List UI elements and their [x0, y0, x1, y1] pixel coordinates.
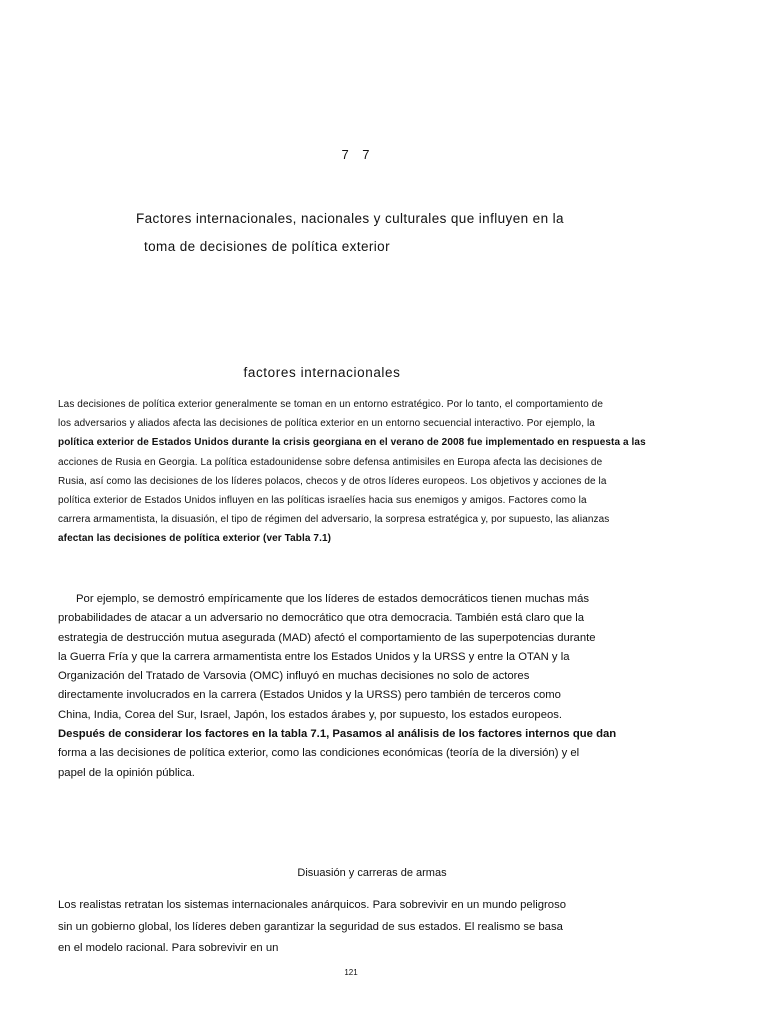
paragraph-line: los adversarios y aliados afecta las decisiones de política exterior en un entorno secuencial interactivo. Por ejemplo, la — [58, 418, 595, 430]
paragraph-line: estrategia de destrucción mutua asegurada (MAD) afectó el comportamiento de las superpotencias durante — [58, 631, 596, 644]
chapter-number: 7 7 — [341, 147, 375, 162]
chapter-title-line-2: toma de decisiones de política exterior — [144, 239, 390, 254]
paragraph-line: la Guerra Fría y que la carrera armamentista entre los Estados Unidos y la URSS y entre la OTAN y la — [58, 650, 570, 663]
paragraph-line: sin un gobierno global, los líderes deben garantizar la seguridad de sus estados. El realismo se basa — [58, 920, 563, 933]
chapter-title-line-1: Factores internacionales, nacionales y culturales que influyen en la — [136, 211, 564, 226]
paragraph-line: acciones de Rusia en Georgia. La política estadounidense sobre defensa antimisiles en Europa afecta las decisiones de — [58, 456, 603, 468]
chapter-title — [136, 205, 696, 261]
paragraph-line: directamente involucrados en la carrera (Estados Unidos y la URSS) pero también de terceros como — [58, 689, 561, 702]
paragraph-line: probabilidades de atacar a un adversario no democrático que otra democracia. También está claro que la — [58, 612, 585, 625]
page-number: 121 — [344, 968, 358, 977]
paragraph-line: política exterior de Estados Unidos durante la crisis georgiana en el verano de 2008 fue implementado en respuesta a las — [58, 437, 646, 449]
paragraph-democratic-leaders — [58, 590, 656, 783]
paragraph-international-factors — [58, 395, 656, 549]
section-heading-deterrence: Disuasión y carreras de armas — [297, 867, 447, 879]
paragraph-line: Rusia, así como las decisiones de los líderes polacos, checos y de otros líderes europeos. Los objetivos y acciones de la — [58, 475, 607, 487]
section-heading-international-factors: factores internacionales — [243, 365, 401, 380]
paragraph-line: Organización del Tratado de Varsovia (OMC) influyó en muchas decisiones no solo de actores — [58, 670, 530, 683]
paragraph-line: Las decisiones de política exterior generalmente se toman en un entorno estratégico. Por lo tanto, el comportamiento de — [58, 399, 603, 410]
paragraph-line: China, India, Corea del Sur, Israel, Japón, los estados árabes y, por supuesto, los estados europeos. — [58, 708, 563, 721]
paragraph-line: carrera armamentista, la disuasión, el tipo de régimen del adversario, la sorpresa estratégica y, por supuesto, las alianzas — [58, 514, 610, 526]
paragraph-line: Por ejemplo, se demostró empíricamente que los líderes de estados democráticos tienen muchas más — [76, 593, 590, 605]
paragraph-line: política exterior de Estados Unidos influyen en las políticas israelíes hacia sus enemigos y amigos. Factores como la — [58, 495, 587, 507]
paragraph-line: afectan las decisiones de política exterior (ver Tabla 7.1) — [58, 533, 332, 545]
paragraph-line: Después de considerar los factores en la tabla 7.1, Pasamos al análisis de los factores internos que dan — [58, 728, 617, 741]
paragraph-line: Los realistas retratan los sistemas internacionales anárquicos. Para sobrevivir en un mundo peligroso — [58, 899, 566, 911]
paragraph-line: papel de la opinión pública. — [58, 766, 195, 779]
paragraph-line: en el modelo racional. Para sobrevivir en un — [58, 942, 279, 954]
paragraph-realists — [58, 895, 656, 960]
paragraph-line: forma a las decisiones de política exterior, como las condiciones económicas (teoría de la diversión) y el — [58, 747, 580, 760]
